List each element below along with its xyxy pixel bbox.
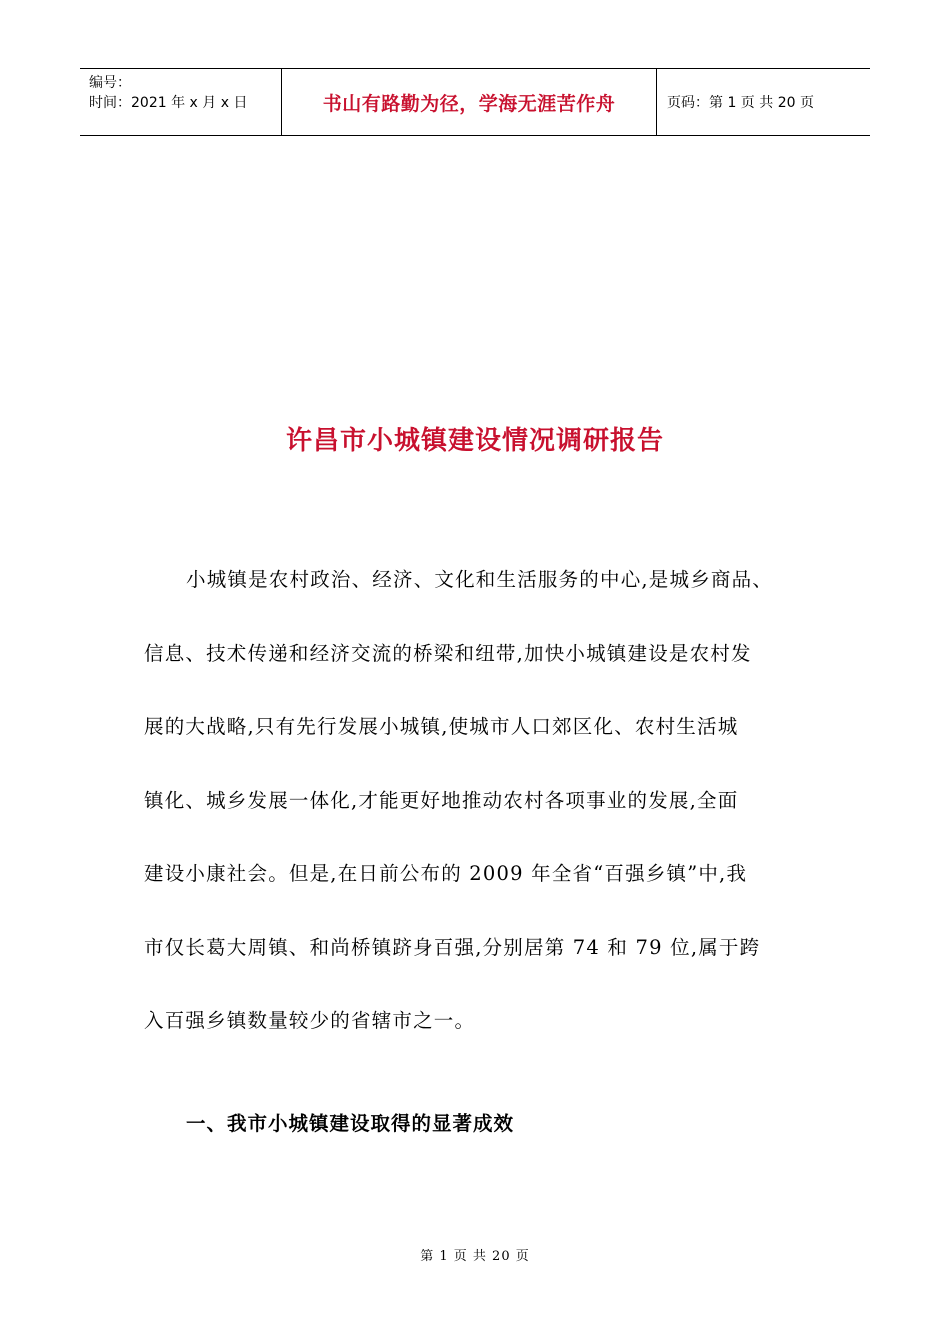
header-meta-cell bbox=[80, 69, 282, 135]
document-title: 许昌市小城镇建设情况调研报告 bbox=[285, 426, 664, 456]
header-motto-cell bbox=[282, 69, 657, 135]
paragraph-line: 入百强乡镇数量较少的省辖市之一。 bbox=[144, 1009, 476, 1032]
paragraph-line: 建设小康社会。但是,在日前公布的 2009 年全省“百强乡镇”中,我 bbox=[144, 862, 748, 885]
section-heading: 一、我市小城镇建设取得的显著成效 bbox=[186, 1112, 515, 1135]
header-motto: 书山有路勤为径，学海无涯苦作舟 bbox=[322, 92, 616, 115]
page-footer: 第 1 页 共 20 页 bbox=[420, 1249, 530, 1264]
paragraph-line: 小城镇是农村政治、经济、文化和生活服务的中心,是城乡商品、 bbox=[186, 568, 773, 591]
paragraph-line: 信息、技术传递和经济交流的桥梁和纽带,加快小城镇建设是农村发 bbox=[144, 641, 752, 665]
paragraph-line: 镇化、城乡发展一体化,才能更好地推动农村各项事业的发展,全面 bbox=[144, 788, 739, 812]
paragraph-line: 市仅长葛大周镇、和尚桥镇跻身百强,分别居第 74 和 79 位,属于跨 bbox=[144, 935, 761, 959]
document-number-label: 编号： bbox=[89, 75, 131, 91]
header-page-cell bbox=[657, 69, 870, 135]
paragraph-line: 展的大战略,只有先行发展小城镇,使城市人口郊区化、农村生活城 bbox=[144, 715, 739, 738]
header-page-info: 页码：第 1 页 共 20 页 bbox=[667, 95, 814, 111]
page-header-table bbox=[80, 68, 870, 136]
document-date-label: 时间：2021 年 x 月 x 日 bbox=[89, 95, 248, 111]
intro-paragraph bbox=[144, 560, 824, 1075]
